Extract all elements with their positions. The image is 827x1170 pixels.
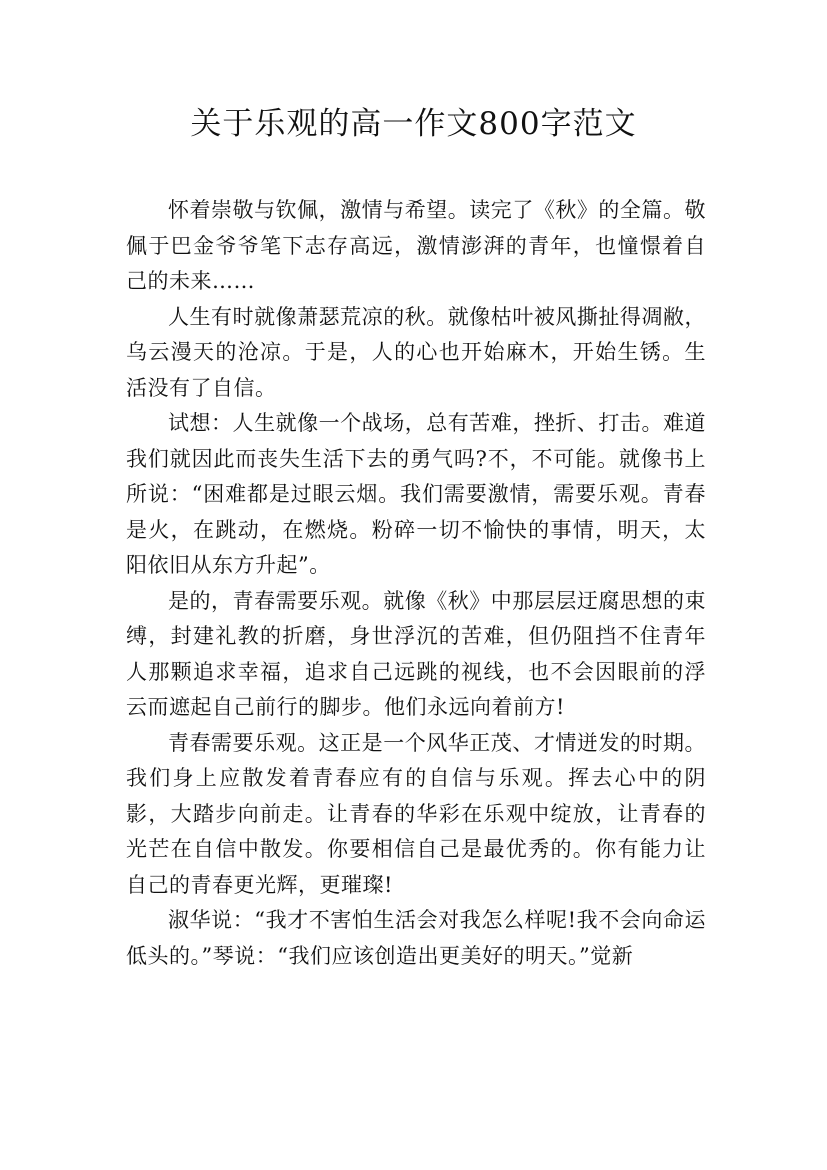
document-body (126, 193, 706, 974)
document-title: 关于乐观的高一作文800字范文 (190, 106, 637, 142)
paragraph-2: 人生有时就像萧瑟荒凉的秋。就像枯叶被风撕扯得凋敝，乌云漫天的沧凉。于是，人的心也开始麻木，开始生锈。生活没有了自信。 (126, 304, 706, 400)
paragraph-5: 青春需要乐观。这正是一个风华正茂、才情迸发的时期。我们身上应散发着青春应有的自信与乐观。挥去心中的阴影，大踏步向前走。让青春的华彩在乐观中绽放，让青春的光芒在自信中散发。你要相信自己是最优秀的。你有能力让自己的青春更光辉，更璀璨! (126, 730, 706, 897)
paragraph-4: 是的，青春需要乐观。就像《秋》中那层层迂腐思想的束缚，封建礼教的折磨，身世浮沉的苦难，但仍阻挡不住青年人那颗追求幸福，追求自己远跳的视线，也不会因眼前的浮云而遮起自己前行的脚步。他们永远向着前方! (126, 588, 706, 719)
paragraph-3: 试想：人生就像一个战场，总有苦难，挫折、打击。难道我们就因此而丧失生活下去的勇气吗?不，不可能。就像书上所说：“困难都是过眼云烟。我们需要激情，需要乐观。青春是火，在跳动，在燃烧。粉碎一切不愉快的事情，明天，太阳依旧从东方升起”。 (126, 411, 706, 577)
paragraph-6: 淑华说：“我才不害怕生活会对我怎么样呢!我不会向命运低头的。”琴说：“我们应该创造出更美好的明天。”觉新 (126, 908, 706, 968)
paragraph-1: 怀着崇敬与钦佩，激情与希望。读完了《秋》的全篇。敬佩于巴金爷爷笔下志存高远，激情澎湃的青年，也憧憬着自己的未来…… (126, 198, 706, 293)
